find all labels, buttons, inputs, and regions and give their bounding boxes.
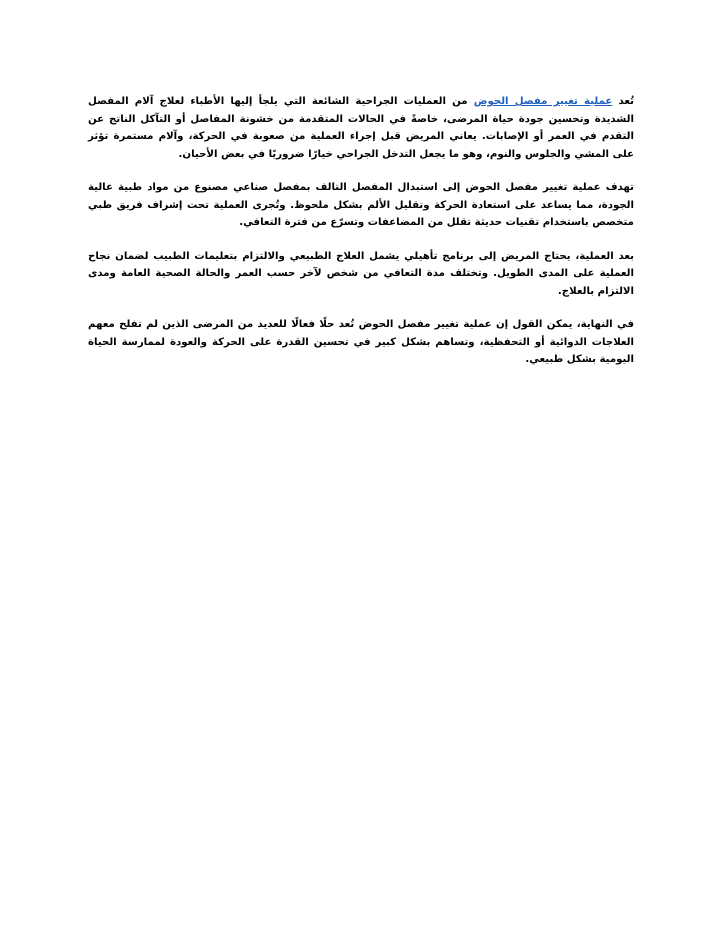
paragraph-intro-rest: من العمليات الجراحية الشائعة التي يلجأ إليها الأطباء لعلاج آلام المفصل الشديدة وتحسين جودة حياة المرضى، خاصةً في الحالات المتقدمة من خشونة المفاصل أو التآكل الناتج عن التقدم في العمر أو الإصابات. يعاني المريض قبل إجراء العملية من صعوبة في الحركة، وآلام مستمرة تؤثر على المشي والجلوس والنوم، وهو ما يجعل التدخل الجراحي خيارًا ضروريًا في بعض الأحيان. [88,96,634,160]
paragraph-intro-lead: تُعد [612,96,634,107]
paragraph-recovery: بعد العملية، يحتاج المريض إلى برنامج تأهيلي يشمل العلاج الطبيعي والالتزام بتعليمات الطبيب لضمان نجاح العملية على المدى الطويل. وتختلف مدة التعافي من شخص لآخر حسب العمر والحالة الصحية العامة ومدى الالتزام بالعلاج. [88,250,634,297]
paragraph-intro [88,93,634,163]
document-body [88,93,634,385]
paragraph-conclusion: في النهاية، يمكن القول إن عملية تغيير مفصل الحوض تُعد حلًا فعالًا للعديد من المرضى الذين لم تفلح معهم العلاجات الدوائية أو التحفظية، وتساهم بشكل كبير في تحسين القدرة على الحركة والعودة لممارسة الحياة اليومية بشكل طبيعي. [88,319,634,365]
hip-replacement-link[interactable]: عملية تغيير مفصل الحوض [473,96,613,107]
paragraph-goal: تهدف عملية تغيير مفصل الحوض إلى استبدال المفصل التالف بمفصل صناعي مصنوع من مواد طبية عالية الجودة، مما يساعد على استعادة الحركة وتقليل الألم بشكل ملحوظ. وتُجرى العملية تحت إشراف فريق طبي متخصص باستخدام تقنيات حديثة تقلل من المضاعفات وتسرّع من فترة التعافي. [88,182,634,228]
